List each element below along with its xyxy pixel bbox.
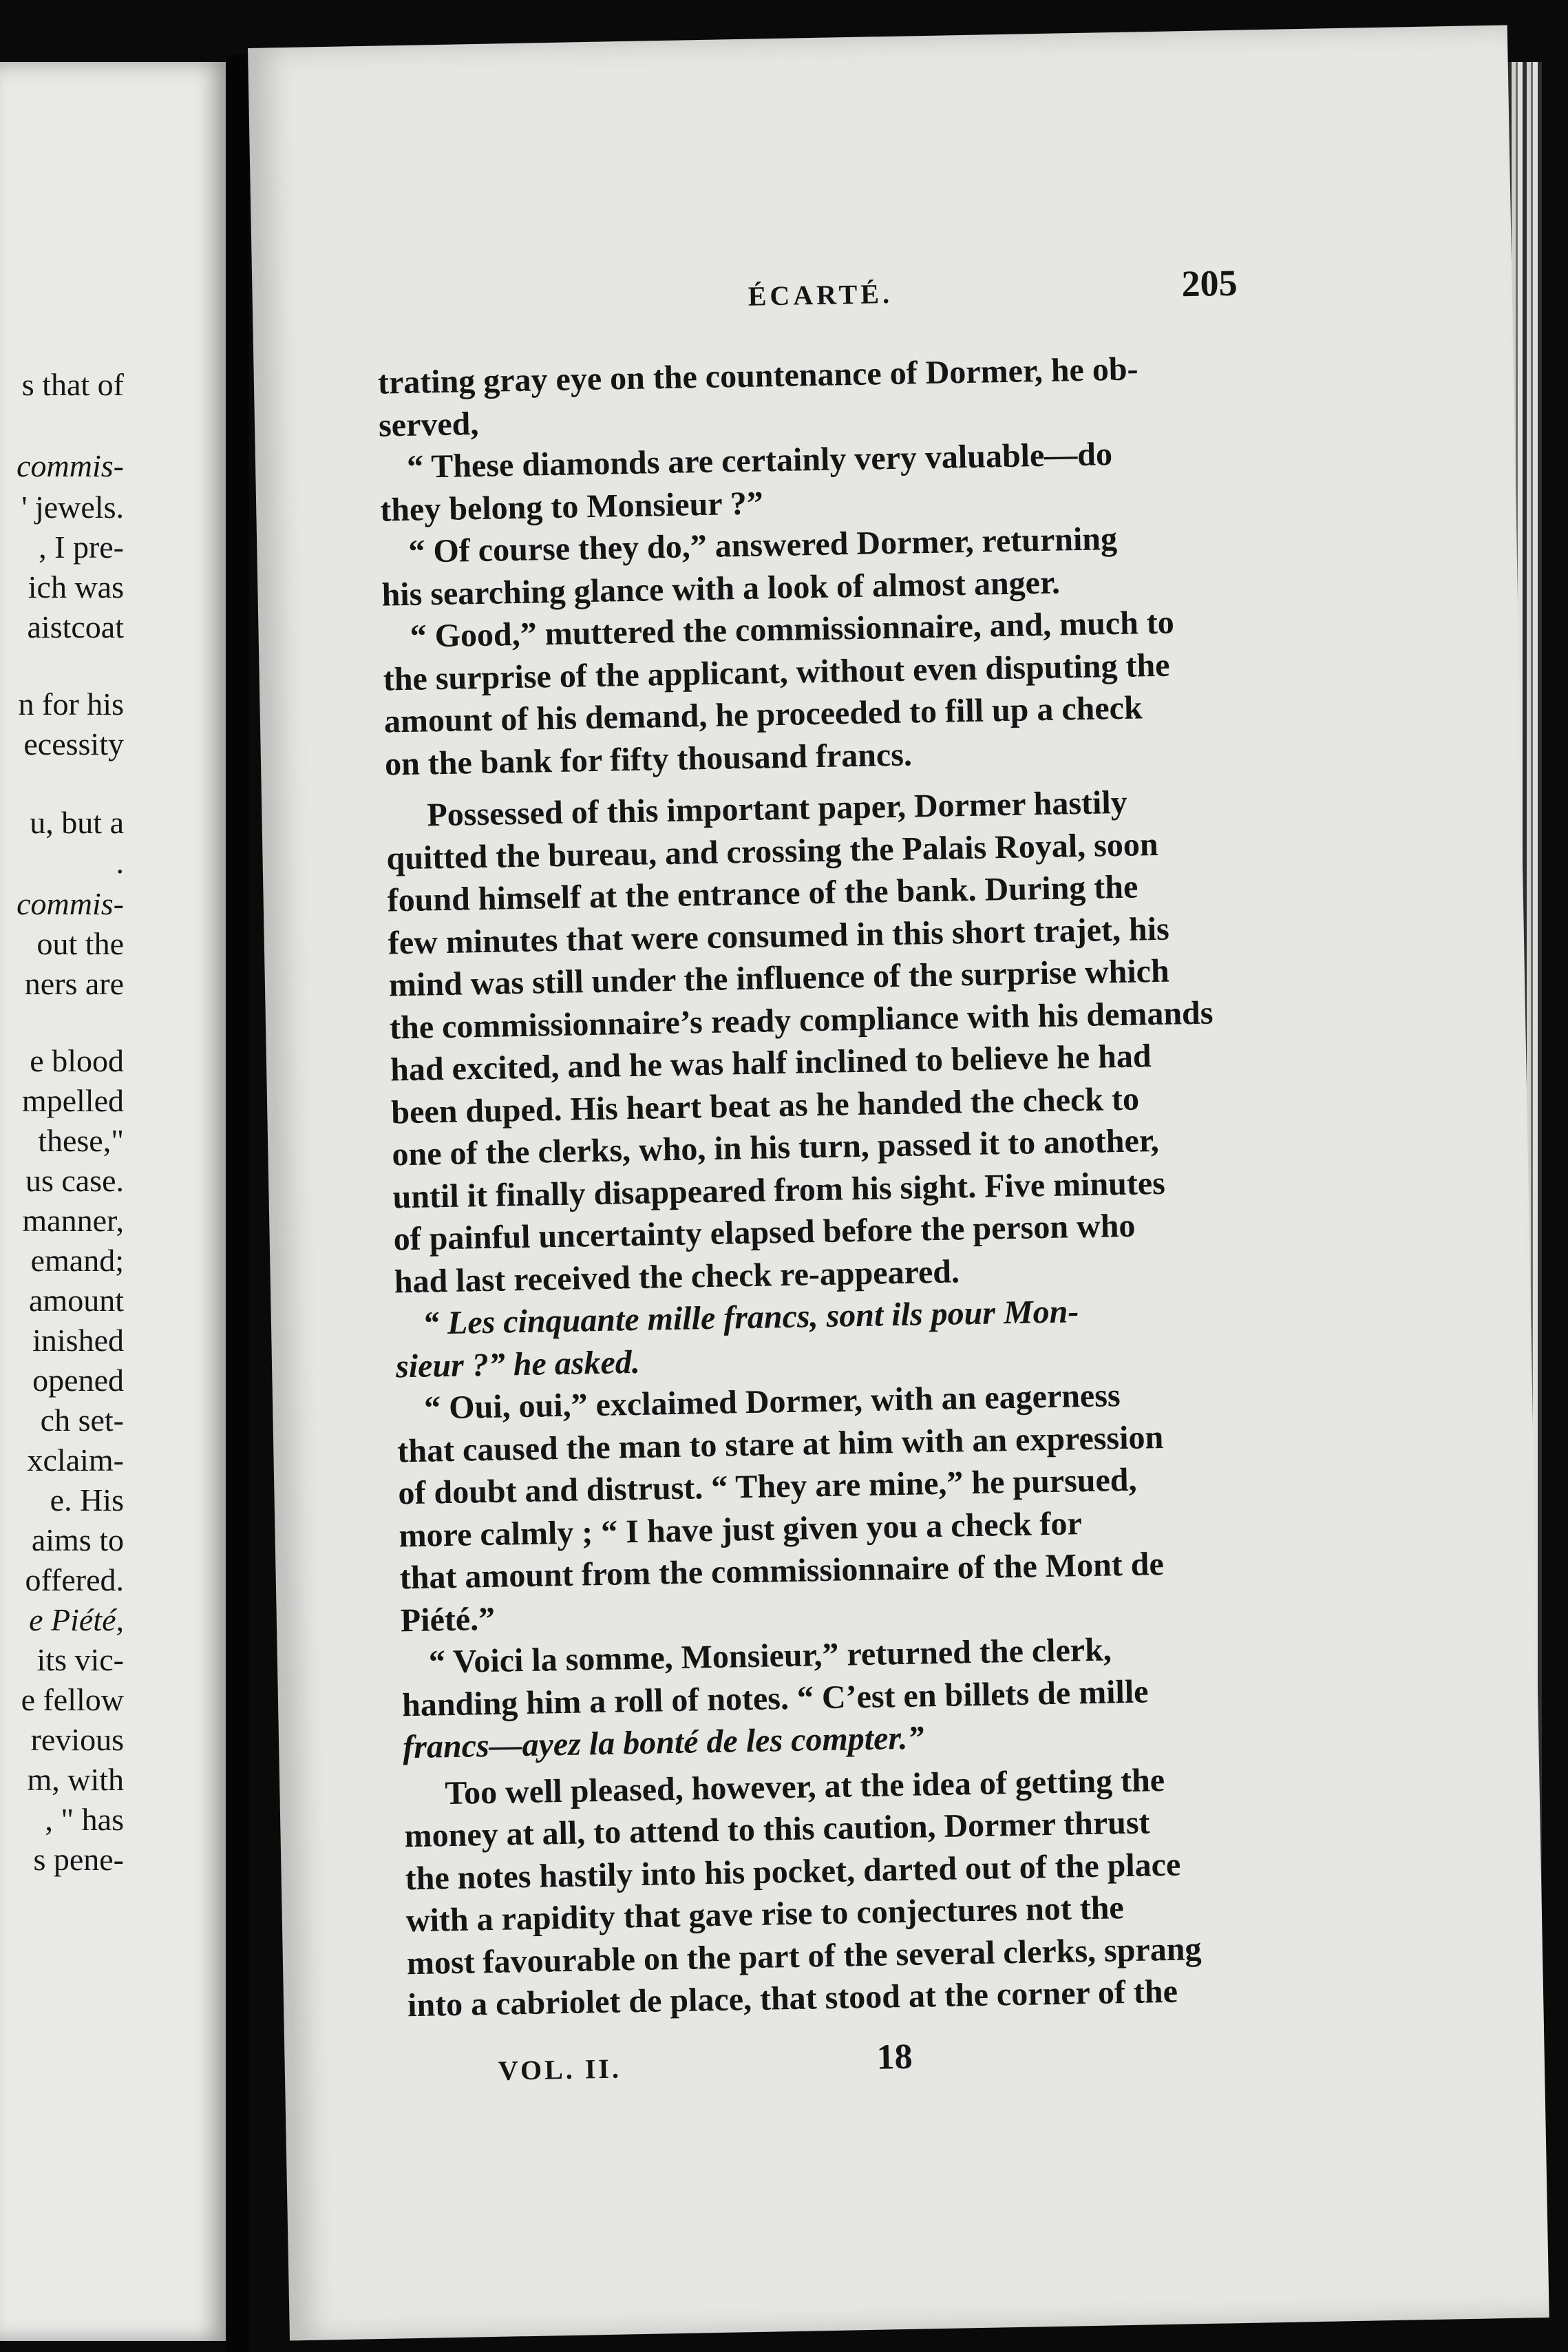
left-text-line: revious (30, 1722, 124, 1757)
left-text-line: s pene- (33, 1842, 124, 1877)
signature-mark: 18 (876, 2037, 913, 2077)
left-text-line: ecessity (23, 726, 124, 762)
left-text-line: . (116, 845, 124, 880)
body-text-line: had excited, and he was half inclined to believe he had (390, 1038, 1152, 1089)
left-text-line: opened (32, 1363, 124, 1398)
body-text-line: been duped. His heart beat as he handed the check to (390, 1080, 1140, 1131)
left-text-line: n for his (18, 686, 124, 722)
left-text-line: aims to (31, 1522, 124, 1557)
right-page (248, 25, 1549, 2340)
volume-mark: VOL. II. (498, 2052, 622, 2086)
body-text-line: into a cabriolet de place, that stood at the corner of the (407, 1973, 1178, 2024)
left-text-line: ners are (24, 966, 124, 1001)
body-text-line: amount of his demand, he proceeded to fill up a check (383, 689, 1143, 740)
left-text-line: e. His (50, 1482, 124, 1518)
left-text-line: amount (29, 1283, 124, 1318)
body-text-line: Too well pleased, however, at the idea of getting the (445, 1761, 1165, 1812)
left-text-line: , " has (45, 1802, 124, 1837)
body-text-line: that amount from the commissionnaire of the Mont de (399, 1545, 1165, 1597)
left-text-line: e Piété, (29, 1602, 124, 1637)
body-text-line: “ Good,” muttered the commissionnaire, and, much to (410, 604, 1175, 655)
body-text-line: had last received the check re-appeared. (394, 1252, 960, 1300)
left-text-line: ch set- (40, 1403, 124, 1438)
left-text-line: its vic- (36, 1642, 124, 1677)
body-text-line: of doubt and distrust. “ They are mine,” he pursued, (398, 1461, 1137, 1512)
body-text-line: the surprise of the applicant, without even disputing the (383, 647, 1170, 698)
left-text-line: e blood (30, 1043, 124, 1078)
left-text-line: ' jewels. (21, 490, 124, 525)
body-text-line: handing him a roll of notes. “ C’est en billets de mille (401, 1672, 1149, 1723)
body-text-line: served, (378, 405, 479, 444)
body-text-line: “ Voici la somme, Monsieur,” returned the clerk, (428, 1631, 1112, 1681)
body-text-line: of painful uncertainty elapsed before the person who (393, 1207, 1136, 1258)
body-text-line: money at all, to attend to this caution, Dormer thrust (404, 1804, 1150, 1855)
body-text-line: “ These diamonds are certainly very valuable—do (406, 436, 1113, 485)
body-text-line: one of the clerks, who, in his turn, passed it to another, (391, 1122, 1160, 1173)
body-text-line: few minutes that were consumed in this short trajet, his (388, 910, 1170, 961)
left-text-line: , I pre- (39, 529, 124, 565)
body-text-line: “ Les cinquante mille francs, sont ils pour Mon- (422, 1293, 1079, 1342)
body-text-line: sieur ?” he asked. (395, 1343, 641, 1385)
body-text-line: Piété.” (400, 1600, 496, 1639)
body-text-line: until it finally disappeared from his sight. Five minutes (392, 1164, 1166, 1215)
left-text-line: xclaim- (27, 1442, 124, 1478)
left-text-line: s that of (21, 367, 124, 402)
left-text-line: offered. (25, 1562, 124, 1597)
left-text-line: out the (36, 926, 124, 961)
page-number: 205 (1180, 262, 1238, 305)
body-text-line: francs—ayez la bonté de les compter.” (402, 1719, 924, 1766)
book-gutter (226, 55, 249, 2352)
body-text-line: the commissionnaire’s ready compliance with his demands (389, 994, 1214, 1046)
body-text-line: on the bank for fifty thousand francs. (384, 735, 913, 783)
running-head (252, 262, 1512, 337)
body-text-line: most favourable on the part of the several clerks, sprang (406, 1930, 1202, 1982)
body-text-line: “ Of course they do,” answered Dormer, returning (407, 520, 1118, 570)
left-text-line: emand; (30, 1243, 124, 1278)
body-text-line: with a rapidity that gave rise to conjectures not the (405, 1889, 1125, 1940)
body-text-line: found himself at the entrance of the bank. During the (387, 868, 1138, 919)
body-text-line: they belong to Monsieur ?” (379, 484, 764, 529)
left-text-line: u, but a (30, 805, 124, 840)
left-page (0, 62, 227, 2341)
body-text-line: his searching glance with a look of almost anger. (381, 564, 1061, 613)
body-text (377, 345, 1355, 2024)
left-text-line: manner, (22, 1203, 124, 1238)
left-text-line: e fellow (21, 1682, 124, 1717)
body-text-line: quitted the bureau, and crossing the Palais Royal, soon (386, 826, 1158, 876)
running-title: ÉCARTÉ. (748, 277, 893, 312)
left-text-line: these," (38, 1123, 124, 1158)
body-text-line: the notes hastily into his pocket, darted out of the place (405, 1846, 1181, 1897)
body-text-line: that caused the man to stare at him with an expression (396, 1418, 1164, 1469)
left-text-line: us case. (25, 1163, 124, 1198)
body-text-line: “ Oui, oui,” exclaimed Dormer, with an eagerness (423, 1377, 1121, 1427)
left-text-line: inished (32, 1323, 124, 1358)
body-text-line: Possessed of this important paper, Dormer hastily (426, 784, 1128, 834)
body-text-line: more calmly ; “ I have just given you a check for (399, 1504, 1083, 1554)
left-text-line: commis- (17, 886, 124, 921)
left-text-line: mpelled (21, 1083, 124, 1118)
left-text-line: ich was (28, 569, 124, 605)
left-text-line: commis- (17, 448, 124, 483)
left-text-line: aistcoat (27, 609, 124, 644)
body-text-line: trating gray eye on the countenance of Dormer, he ob- (377, 350, 1138, 401)
body-text-line: mind was still under the influence of the surprise which (388, 952, 1170, 1004)
left-text-line: m, with (27, 1762, 124, 1797)
